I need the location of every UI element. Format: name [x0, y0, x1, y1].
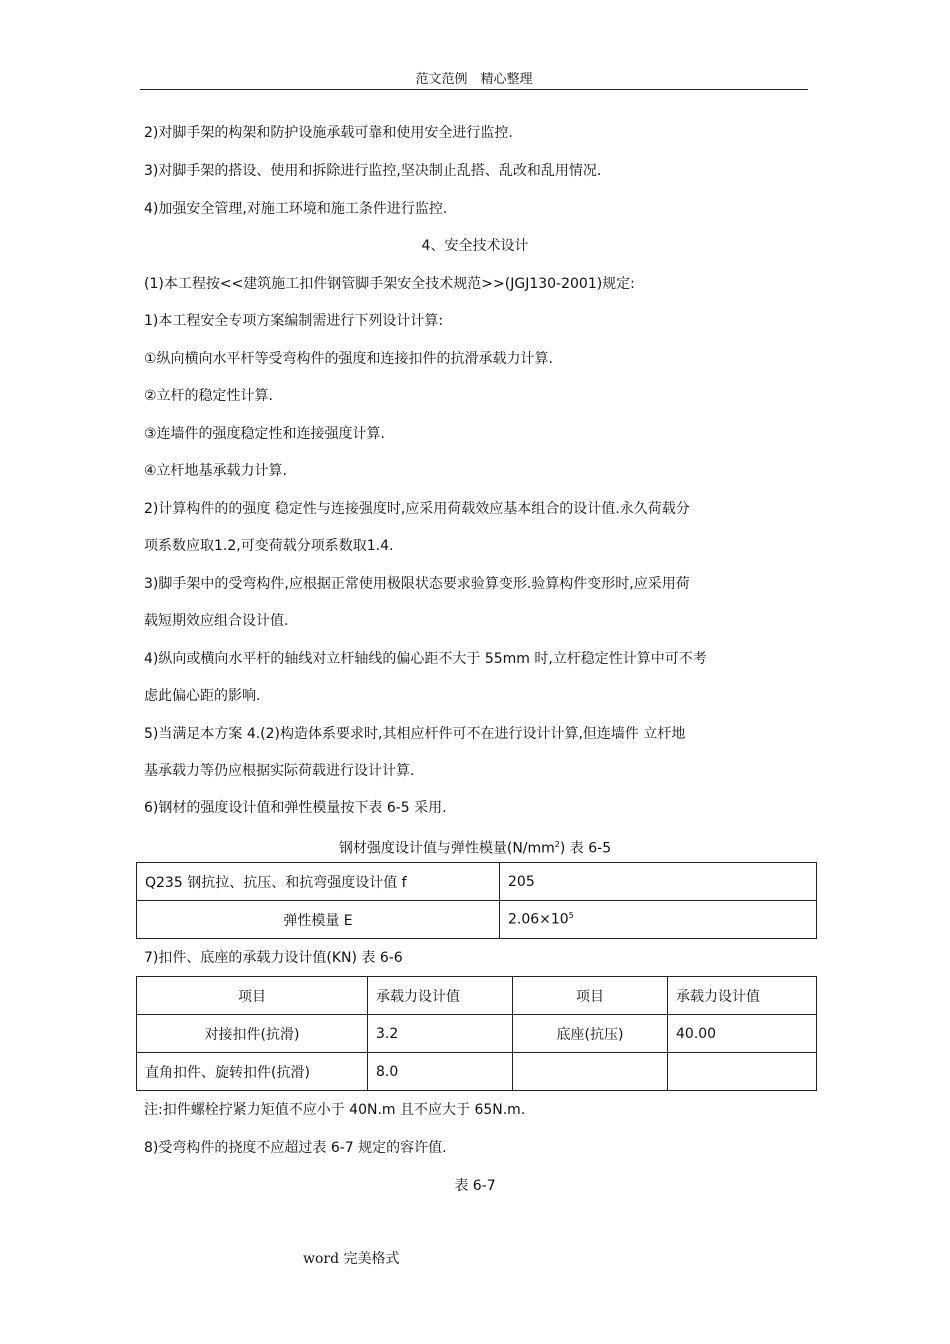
- paragraph: 载短期效应组合设计值.: [144, 613, 289, 629]
- list-item: ③连墙件的强度稳定性和连接强度计算.: [144, 426, 385, 442]
- table-caption: 钢材强度设计值与弹性模量$(N/mm^2)$ 表 6-5: [338, 840, 612, 857]
- paragraph: 项系数应取1.2,可变荷载分项系数取1.4.: [144, 538, 394, 554]
- table-caption: 表 6-7: [454, 1178, 496, 1194]
- note: 注:扣件螺栓拧紧力矩值不应小于 40N.m 且不应大于 65N.m.: [144, 1102, 526, 1118]
- table-cell: 205: [500, 863, 817, 901]
- table-cell: 对接扣件(抗滑): [137, 1015, 368, 1053]
- fastener-capacity-table: [136, 976, 817, 1091]
- table-cell: 底座(抗压): [513, 1015, 668, 1053]
- table-cell: [513, 1053, 668, 1091]
- list-item: ④立杆地基承载力计算.: [144, 463, 288, 479]
- paragraph: 3)对脚手架的搭设、使用和拆除进行监控,坚决制止乱搭、乱改和乱用情况.: [144, 163, 602, 179]
- paragraph: 虑此偏心距的影响.: [144, 688, 261, 704]
- paragraph: 7)扣件、底座的承载力设计值(KN) 表 6-6: [144, 950, 403, 966]
- paragraph: 4)加强安全管理,对施工环境和施工条件进行监控.: [144, 201, 448, 217]
- list-item: ②立杆的稳定性计算.: [144, 388, 274, 404]
- paragraph: 1)本工程安全专项方案编制需进行下列设计计算:: [144, 313, 444, 329]
- steel-strength-table: [136, 862, 817, 939]
- table-header-cell: 承载力设计值: [368, 977, 513, 1015]
- table-cell: 3.2: [368, 1015, 513, 1053]
- table-header-cell: 项目: [137, 977, 368, 1015]
- table-cell: 直角扣件、旋转扣件(抗滑): [137, 1053, 368, 1091]
- page-footer: word 完美格式: [303, 1251, 400, 1267]
- paragraph: 8)受弯构件的挠度不应超过表 6-7 规定的容许值.: [144, 1140, 447, 1156]
- table-header-cell: 项目: [513, 977, 668, 1015]
- paragraph: 4)纵向或横向水平杆的轴线对立杆轴线的偏心距不大于 55mm 时,立杆稳定性计算中可不考: [144, 651, 707, 667]
- table-cell: [668, 1053, 817, 1091]
- paragraph: 2)对脚手架的构架和防护设施承载可靠和使用安全进行监控.: [144, 125, 513, 141]
- paragraph: 2)计算构件的的强度 稳定性与连接强度时,应采用荷载效应基本组合的设计值.永久荷载分: [144, 501, 690, 517]
- table-cell: 8.0: [368, 1053, 513, 1091]
- paragraph: 3)脚手架中的受弯构件,应根据正常使用极限状态要求验算变形.验算构件变形时,应采用荷: [144, 576, 690, 592]
- paragraph: 5)当满足本方案 4.(2)构造体系要求时,其相应杆件可不在进行设计计算,但连墙件 立杆地: [144, 726, 686, 742]
- table-header-cell: 承载力设计值: [668, 977, 817, 1015]
- paragraph: 6)钢材的强度设计值和弹性模量按下表 6-5 采用.: [144, 800, 447, 816]
- table-cell: $2.06\times 10^5$: [500, 901, 817, 939]
- paragraph: 基承载力等仍应根据实际荷载进行设计计算.: [144, 763, 415, 779]
- page-header: 范文范例 精心整理: [140, 70, 808, 90]
- table-cell: 弹性模量 E: [137, 901, 500, 939]
- section-title: 4、安全技术设计: [421, 238, 529, 254]
- paragraph: (1)本工程按<<建筑施工扣件钢管脚手架安全技术规范>>(JGJ130-2001)规定:: [144, 276, 635, 292]
- list-item: ①纵向横向水平杆等受弯构件的强度和连接扣件的抗滑承载力计算.: [144, 351, 553, 367]
- table-cell: Q235 钢抗拉、抗压、和抗弯强度设计值 f: [137, 863, 500, 901]
- table-cell: 40.00: [668, 1015, 817, 1053]
